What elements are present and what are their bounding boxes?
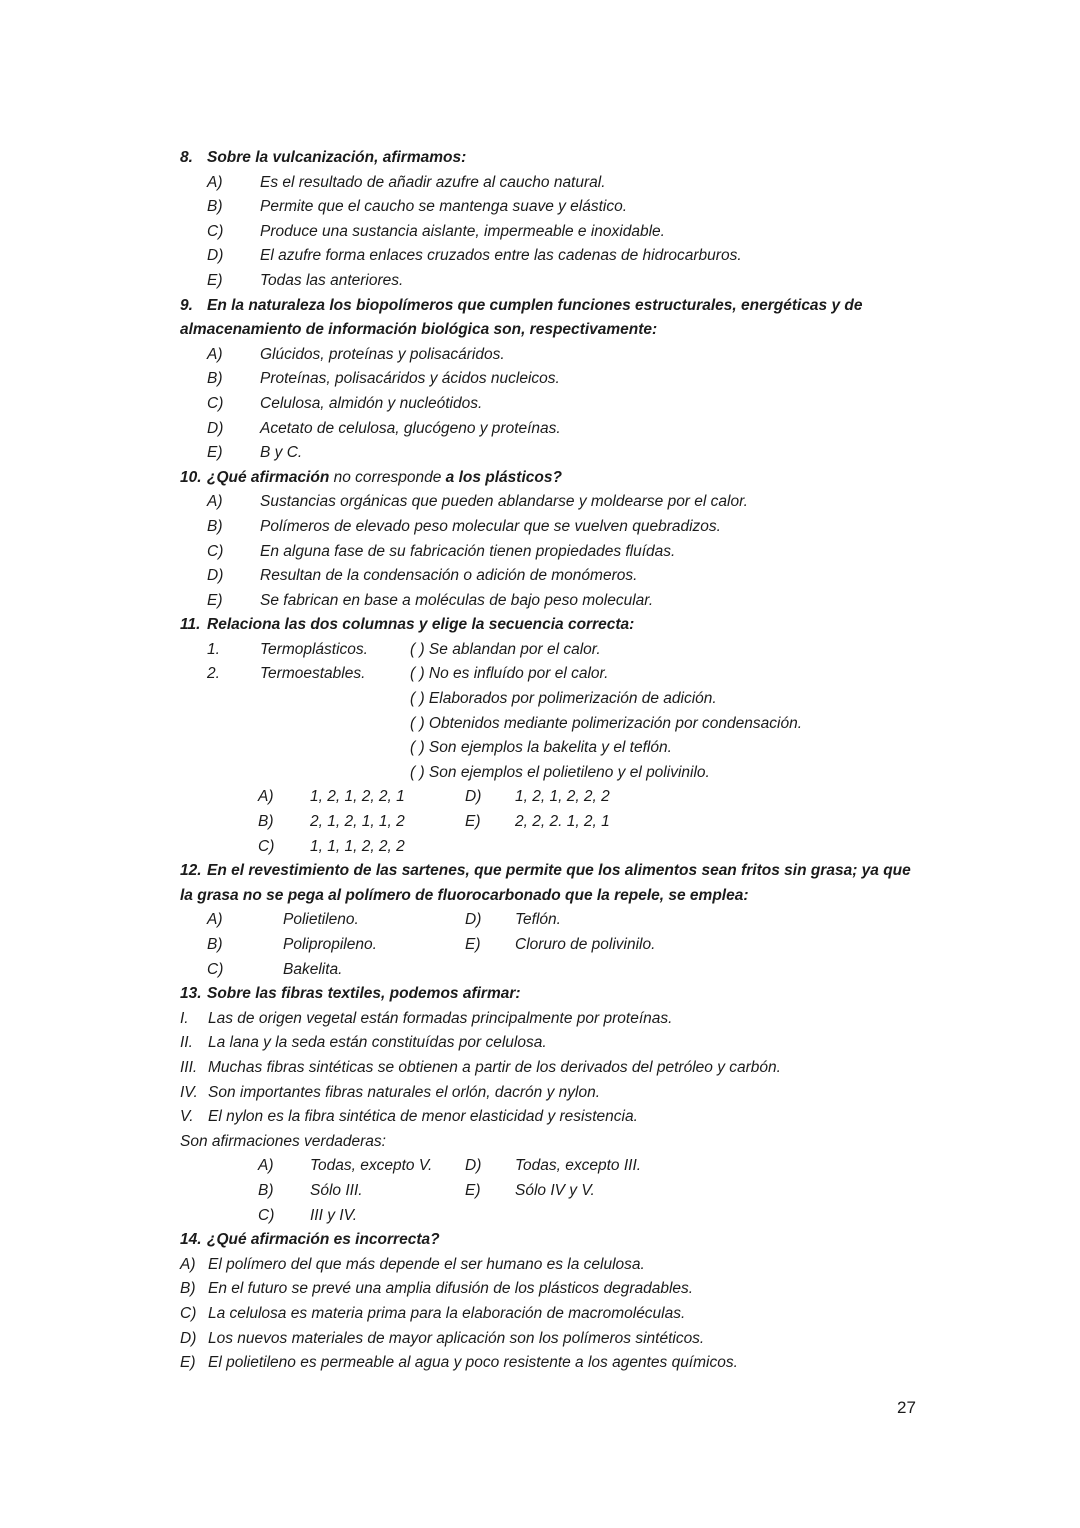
- option-text: Polipropileno.: [283, 936, 377, 953]
- option-row: [180, 343, 912, 368]
- question-number: 13.: [180, 985, 202, 1003]
- option-row: [180, 490, 912, 515]
- statement-row: [180, 1081, 912, 1106]
- question-10-header: [180, 466, 912, 491]
- match-row: [180, 638, 912, 663]
- statement-text: El nylon es la fibra sintética de menor elasticidad y resistencia.: [208, 1108, 638, 1126]
- option-row: [180, 244, 912, 269]
- match-row: [180, 687, 912, 712]
- question-title: Relaciona las dos columnas y elige la secuencia correcta:: [207, 616, 635, 634]
- answer-row: [180, 958, 912, 983]
- answer-row: [180, 785, 912, 810]
- question-number: 12.: [180, 862, 202, 880]
- option-letter: C): [258, 837, 275, 855]
- option-letter: B): [180, 1280, 196, 1298]
- match-right-item: ( ) Son ejemplos la bakelita y el teflón.: [410, 739, 672, 757]
- question-title-part: no corresponde: [333, 468, 446, 486]
- option-letter: D): [465, 911, 482, 929]
- option-letter: B): [207, 517, 223, 535]
- page-number: 27: [897, 1398, 916, 1417]
- option-letter: E): [465, 936, 481, 953]
- option-letter: D): [465, 788, 482, 806]
- option-letter: D): [207, 419, 224, 437]
- option-row: [180, 417, 912, 442]
- question-title: En la naturaleza los biopolímeros que cumplen funciones estructurales, energéticas y de almacenamiento de información biológica son, respectivamente:: [180, 296, 863, 339]
- match-right-item: ( ) Son ejemplos el polietileno y el polivinilo.: [410, 763, 710, 781]
- option-row: [180, 1277, 912, 1302]
- statement-row: [180, 1105, 912, 1130]
- answer-row: [180, 1204, 912, 1229]
- statement-row: [180, 1031, 912, 1056]
- question-8-header: [180, 146, 912, 171]
- option-text: 2, 1, 2, 1, 1, 2: [310, 813, 405, 831]
- option-letter: B): [207, 936, 223, 953]
- question-8: [180, 146, 912, 294]
- statement-row: [180, 1007, 912, 1032]
- option-row: [180, 1253, 912, 1278]
- option-row: [180, 564, 912, 589]
- match-right-item: ( ) Obtenidos mediante polimerización por condensación.: [410, 714, 803, 732]
- option-letter: E): [465, 1181, 481, 1199]
- option-text: B y C.: [260, 444, 303, 462]
- option-text: 2, 2, 2. 1, 2, 1: [515, 813, 610, 831]
- match-row: [180, 712, 912, 737]
- option-letter: B): [258, 1181, 274, 1199]
- option-text: En el futuro se prevé una amplia difusión de los plásticos degradables.: [208, 1280, 694, 1298]
- option-letter: D): [465, 1157, 482, 1175]
- option-text: Todas las anteriores.: [260, 271, 404, 289]
- option-text: En alguna fase de su fabricación tienen propiedades fluídas.: [260, 542, 676, 560]
- question-title: ¿Qué afirmación es incorrecta?: [207, 1231, 440, 1249]
- option-row: [180, 269, 912, 294]
- option-text: Polietileno.: [283, 911, 359, 929]
- option-row: [180, 1302, 912, 1327]
- option-letter: [465, 1204, 515, 1229]
- answer-row: [180, 810, 912, 835]
- option-letter: A): [258, 788, 274, 806]
- option-letter: E): [207, 444, 223, 462]
- option-text: Polímeros de elevado peso molecular que se vuelven quebradizos.: [260, 517, 721, 535]
- match-number: 2.: [207, 665, 220, 683]
- option-text: Se fabrican en base a moléculas de bajo peso molecular.: [260, 591, 654, 609]
- option-letter: C): [180, 1304, 197, 1322]
- option-letter: E): [207, 591, 223, 609]
- option-text: Permite que el caucho se mantenga suave y elástico.: [260, 198, 628, 216]
- option-letter: A): [207, 173, 223, 191]
- option-text: Es el resultado de añadir azufre al caucho natural.: [260, 173, 606, 191]
- option-letter: E): [465, 813, 481, 831]
- question-number: 11.: [180, 616, 201, 634]
- match-right-item: ( ) No es influído por el calor.: [410, 665, 609, 683]
- option-text: 1, 1, 1, 2, 2, 2: [310, 837, 405, 855]
- option-letter: A): [207, 345, 223, 363]
- option-letter: D): [207, 567, 224, 585]
- option-text: Sólo III.: [310, 1181, 363, 1199]
- option-text: Sustancias orgánicas que pueden ablandarse y moldearse por el calor.: [260, 493, 748, 511]
- option-row: [180, 441, 912, 466]
- statement-row: [180, 1056, 912, 1081]
- statement-numeral: II.: [180, 1034, 193, 1052]
- statement-numeral: III.: [180, 1058, 198, 1076]
- option-letter: A): [258, 1157, 274, 1175]
- option-text: Proteínas, polisacáridos y ácidos nucleicos.: [260, 370, 560, 388]
- option-letter: A): [180, 1255, 196, 1273]
- question-13: [180, 982, 912, 1228]
- option-letter: [465, 958, 515, 983]
- option-text: Todas, excepto V.: [310, 1157, 433, 1175]
- answer-row: [180, 908, 912, 933]
- question-14-header: [180, 1228, 912, 1253]
- statement-text: Muchas fibras sintéticas se obtienen a partir de los derivados del petróleo y carbón.: [208, 1058, 781, 1076]
- option-letter: A): [207, 493, 223, 511]
- match-number: 1.: [207, 640, 220, 658]
- option-letter: D): [207, 247, 224, 265]
- match-right-item: ( ) Elaborados por polimerización de adición.: [410, 690, 717, 708]
- option-letter: E): [180, 1354, 196, 1372]
- option-letter: C): [207, 542, 224, 560]
- option-text: Produce una sustancia aislante, impermeable e inoxidable.: [260, 222, 665, 240]
- option-text: Bakelita.: [283, 960, 343, 978]
- exam-page: [180, 146, 912, 1376]
- option-text: Cloruro de polivinilo.: [515, 936, 656, 953]
- answer-row: [180, 933, 912, 958]
- option-letter: D): [180, 1329, 197, 1347]
- option-letter: B): [207, 370, 223, 388]
- question-title: Sobre las fibras textiles, podemos afirmar:: [207, 985, 521, 1003]
- option-text: Sólo IV y V.: [515, 1181, 595, 1199]
- statement-text: Las de origen vegetal están formadas principalmente por proteínas.: [208, 1009, 673, 1027]
- option-row: [180, 1327, 912, 1352]
- question-title-part: ¿Qué afirmación: [207, 468, 334, 486]
- question-9-header: [180, 294, 912, 343]
- question-12: [180, 859, 912, 982]
- question-number: 9.: [180, 296, 193, 314]
- question-9: [180, 294, 912, 466]
- option-row: [180, 392, 912, 417]
- option-text: Glúcidos, proteínas y polisacáridos.: [260, 345, 505, 363]
- option-text: Los nuevos materiales de mayor aplicación son los polímeros sintéticos.: [208, 1329, 705, 1347]
- option-text: Resultan de la condensación o adición de monómeros.: [260, 567, 638, 585]
- answer-row: [180, 1154, 912, 1179]
- statement-text: Son importantes fibras naturales el orlón, dacrón y nylon.: [208, 1083, 601, 1101]
- option-text: El azufre forma enlaces cruzados entre las cadenas de hidrocarburos.: [260, 247, 742, 265]
- option-text: La celulosa es materia prima para la elaboración de macromoléculas.: [208, 1304, 686, 1322]
- question-10: [180, 466, 912, 614]
- option-letter: C): [207, 394, 224, 412]
- question-number: 14.: [180, 1231, 202, 1249]
- answer-row: [180, 1179, 912, 1204]
- question-number: 8.: [180, 149, 193, 166]
- option-text: III y IV.: [310, 1206, 358, 1224]
- option-letter: C): [207, 960, 224, 978]
- option-row: [180, 515, 912, 540]
- question-11: [180, 613, 912, 859]
- question-12-header: [180, 859, 912, 908]
- option-row: [180, 367, 912, 392]
- match-left-label: Termoplásticos.: [260, 640, 368, 658]
- option-letter: C): [258, 1206, 275, 1224]
- option-row: [180, 195, 912, 220]
- option-letter: C): [207, 222, 224, 240]
- option-text: Todas, excepto III.: [515, 1157, 642, 1175]
- option-letter: B): [258, 813, 274, 831]
- option-text: El polietileno es permeable al agua y poco resistente a los agentes químicos.: [208, 1354, 738, 1372]
- statement-numeral: V.: [180, 1108, 194, 1126]
- option-row: [180, 220, 912, 245]
- statement-numeral: IV.: [180, 1083, 198, 1101]
- option-text: 1, 2, 1, 2, 2, 1: [310, 788, 405, 806]
- option-text: 1, 2, 1, 2, 2, 2: [515, 788, 610, 806]
- option-text: Teflón.: [515, 911, 561, 929]
- option-row: [180, 1351, 912, 1376]
- question-14: [180, 1228, 912, 1376]
- option-letter: B): [207, 198, 223, 216]
- option-text: Celulosa, almidón y nucleótidos.: [260, 394, 483, 412]
- match-left-label: Termoestables.: [260, 665, 366, 683]
- option-row: [180, 540, 912, 565]
- match-row: [180, 761, 912, 786]
- option-letter: E): [207, 271, 223, 289]
- question-title: En el revestimiento de las sartenes, que permite que los alimentos sean fritos sin grasa; ya que la grasa no se pega al polímero de fluorocarbonado que la repele, se emplea:: [180, 862, 911, 904]
- match-right-item: ( ) Se ablandan por el calor.: [410, 640, 601, 658]
- question-11-header: [180, 613, 912, 638]
- match-row: [180, 736, 912, 761]
- option-text: El polímero del que más depende el ser humano es la celulosa.: [208, 1255, 645, 1273]
- option-row: [180, 589, 912, 614]
- option-letter: A): [207, 911, 223, 929]
- statement-text: La lana y la seda están constituídas por celulosa.: [208, 1034, 547, 1052]
- question-title: Sobre la vulcanización, afirmamos:: [207, 149, 467, 166]
- question-13-header: [180, 982, 912, 1007]
- question-title-part: a los plásticos?: [445, 468, 562, 486]
- closing-line: Son afirmaciones verdaderas:: [180, 1132, 386, 1150]
- option-letter: [465, 835, 515, 860]
- question-number: 10.: [180, 468, 202, 486]
- option-text: Acetato de celulosa, glucógeno y proteínas.: [260, 419, 561, 437]
- option-row: [180, 171, 912, 196]
- match-row: [180, 662, 912, 687]
- answer-row: [180, 835, 912, 860]
- statement-numeral: I.: [180, 1009, 189, 1027]
